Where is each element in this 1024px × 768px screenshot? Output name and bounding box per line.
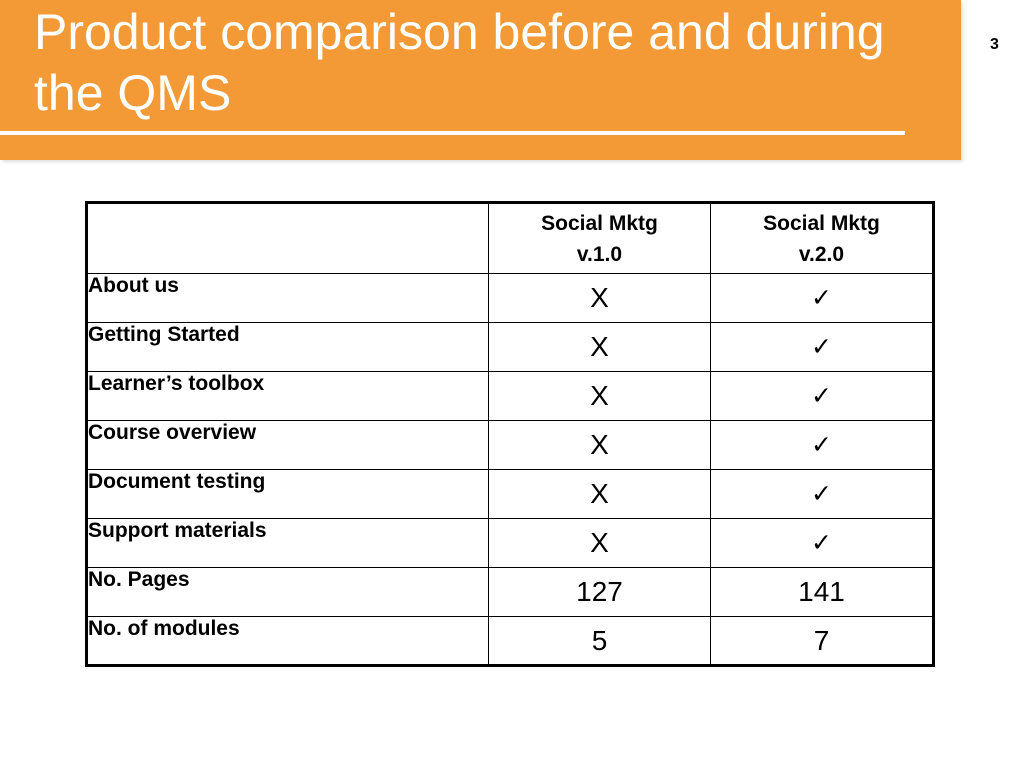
title-band (0, 0, 961, 160)
row-label: Getting Started (87, 323, 489, 372)
header-version-2-name: Social Mktg (763, 211, 880, 235)
cross-mark: X (489, 470, 711, 519)
header-version-2-number: v.2.0 (798, 242, 845, 266)
cross-mark: X (489, 519, 711, 568)
module-count-v1: 5 (489, 617, 711, 666)
row-label: About us (87, 274, 489, 323)
page-count-v2: 141 (711, 568, 934, 617)
checkmark-icon: ✓ (711, 372, 934, 421)
cross-mark: X (489, 274, 711, 323)
page-count-v1: 127 (489, 568, 711, 617)
header-version-2 (711, 203, 934, 274)
row-label: Course overview (87, 421, 489, 470)
table-row (87, 617, 934, 666)
row-label: Document testing (87, 470, 489, 519)
cross-mark: X (489, 421, 711, 470)
checkmark-icon: ✓ (711, 274, 934, 323)
comparison-table (85, 201, 935, 667)
header-version-1-number: v.1.0 (576, 242, 623, 266)
row-label: No. of modules (87, 617, 489, 666)
row-label: Support materials (87, 519, 489, 568)
table-row (87, 274, 934, 323)
table-row (87, 323, 934, 372)
table-row (87, 421, 934, 470)
slide-title: Product comparison before and during the QMS (34, 4, 885, 121)
header-row (87, 203, 934, 274)
row-label: No. Pages (87, 568, 489, 617)
header-empty-cell (87, 203, 489, 274)
checkmark-icon: ✓ (711, 421, 934, 470)
row-label: Learner’s toolbox (87, 372, 489, 421)
module-count-v2: 7 (711, 617, 934, 666)
checkmark-icon: ✓ (711, 323, 934, 372)
table-row (87, 372, 934, 421)
checkmark-icon: ✓ (711, 519, 934, 568)
slide-number: 3 (990, 36, 999, 53)
title-underline (0, 131, 905, 135)
header-version-1-name: Social Mktg (541, 211, 658, 235)
header-version-1 (489, 203, 711, 274)
table-row (87, 519, 934, 568)
checkmark-icon: ✓ (711, 470, 934, 519)
cross-mark: X (489, 323, 711, 372)
table-row (87, 470, 934, 519)
table-row (87, 568, 934, 617)
cross-mark: X (489, 372, 711, 421)
